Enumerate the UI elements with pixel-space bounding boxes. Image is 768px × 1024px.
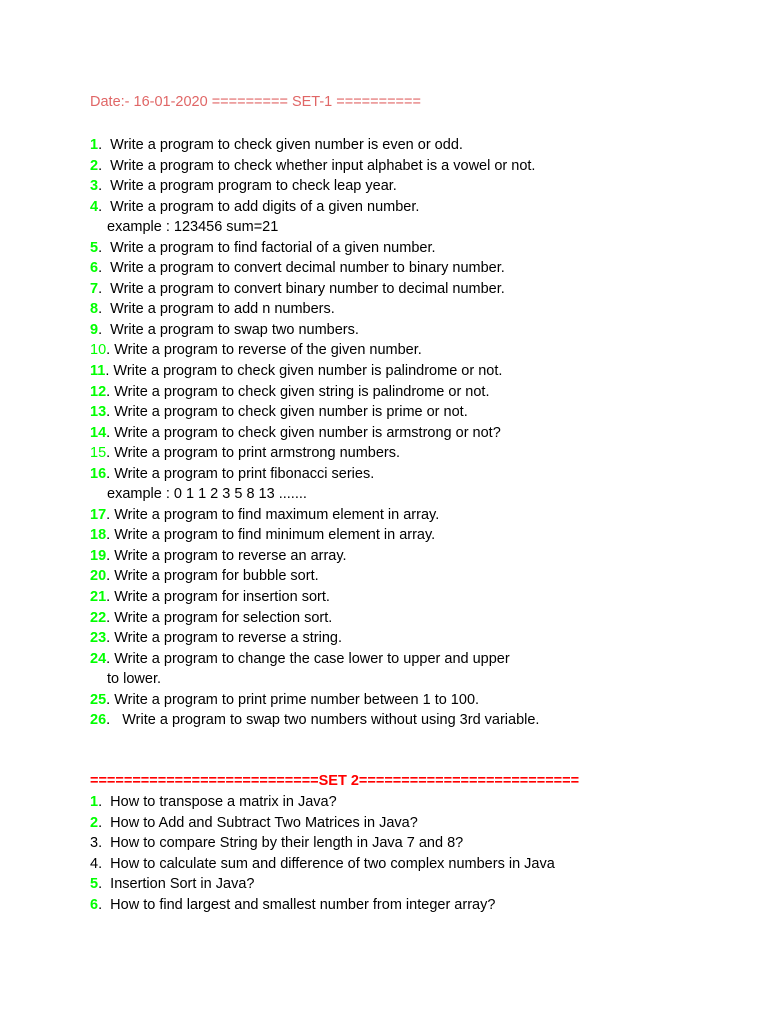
- item-text: Write a program to print armstrong numbers.: [114, 445, 401, 462]
- date-heading: Date:- 16-01-2020 ========= SET-1 ==========: [90, 94, 421, 110]
- list-item: [90, 361, 730, 382]
- item-number: 25: [90, 691, 107, 708]
- list-item: [90, 813, 730, 834]
- item-separator: .: [106, 547, 115, 564]
- item-number: 15: [90, 445, 107, 462]
- item-separator: .: [106, 609, 115, 626]
- list-item: [90, 525, 730, 546]
- item-separator: .: [98, 137, 111, 153]
- item-separator: .: [106, 404, 115, 421]
- item-number: 23: [90, 630, 107, 647]
- item-text: Write a program to add digits of a given number.: [110, 198, 420, 215]
- list-item: [90, 464, 730, 485]
- continuation-text: example : 123456 sum=21: [107, 219, 279, 236]
- item-text: Write a program to swap two numbers.: [110, 321, 359, 338]
- list-item-continuation: [90, 217, 730, 238]
- item-number: 9: [90, 321, 99, 338]
- item-separator: .: [106, 691, 115, 708]
- list-item: [90, 710, 730, 731]
- item-number: 10: [90, 342, 107, 359]
- item-text: Write a program to check whether input alphabet is a vowel or not.: [110, 157, 536, 174]
- item-text: Write a program to reverse a string.: [114, 630, 342, 647]
- item-text: Write a program to change the case lower to upper and upper: [114, 650, 510, 667]
- item-text: Write a program for selection sort.: [114, 609, 333, 626]
- list-item: [90, 197, 730, 218]
- item-number: 8: [90, 301, 99, 318]
- item-text: Write a program to find minimum element in array.: [114, 527, 436, 544]
- list-item: [90, 258, 730, 279]
- item-number: 14: [90, 424, 107, 441]
- item-number: 16: [90, 465, 107, 482]
- item-separator: .: [106, 650, 115, 667]
- item-text: Write a program for insertion sort.: [114, 589, 330, 606]
- list-item: [90, 505, 730, 526]
- item-number: 3: [90, 178, 99, 195]
- item-separator: .: [106, 589, 115, 606]
- item-separator: .: [106, 527, 115, 544]
- item-text: Write a program to find maximum element in array.: [114, 506, 440, 523]
- list-item: [90, 156, 730, 177]
- item-number: 12: [90, 383, 107, 400]
- list-item: [90, 833, 730, 854]
- item-number: 4: [90, 198, 99, 215]
- item-text: Write a program to print prime number between 1 to 100.: [114, 691, 480, 708]
- list-item: [90, 402, 730, 423]
- list-item: [90, 279, 730, 300]
- item-text: Write a program to check given number is prime or not.: [114, 404, 468, 421]
- item-number: 19: [90, 547, 107, 564]
- item-number: 6: [90, 896, 99, 913]
- list-item: [90, 690, 730, 711]
- item-separator: .: [98, 280, 111, 297]
- list-item-continuation: [90, 669, 730, 690]
- item-separator: .: [98, 157, 111, 174]
- list-item: [90, 423, 730, 444]
- continuation-text: to lower.: [107, 671, 161, 688]
- item-separator: .: [98, 260, 111, 277]
- item-text: Write a program to check given string is palindrome or not.: [114, 383, 490, 400]
- item-number: 7: [90, 280, 99, 297]
- item-number: 2: [90, 814, 99, 831]
- list-item: [90, 238, 730, 259]
- item-text: Write a program to reverse of the given number.: [114, 342, 422, 359]
- item-text: Write a program program to check leap year.: [110, 178, 397, 195]
- item-number: 4: [90, 855, 99, 872]
- list-item: [90, 854, 730, 875]
- item-text: Write a program to check given number is even or odd.: [110, 137, 463, 153]
- item-separator: .: [98, 814, 111, 831]
- list-item: [90, 608, 730, 629]
- item-separator: .: [98, 855, 111, 872]
- item-number: 13: [90, 404, 107, 421]
- list-item: [90, 874, 730, 895]
- list-item: [90, 299, 730, 320]
- list-item: [90, 320, 730, 341]
- item-number: 17: [90, 506, 107, 523]
- item-separator: .: [98, 239, 111, 256]
- item-text: How to Add and Subtract Two Matrices in Java?: [110, 814, 418, 831]
- item-number: 26: [90, 712, 107, 729]
- item-number: 2: [90, 157, 99, 174]
- list-item: [90, 566, 730, 587]
- item-number: 5: [90, 876, 99, 893]
- item-separator: .: [98, 835, 111, 852]
- item-separator: .: [98, 896, 111, 913]
- item-separator: .: [106, 424, 115, 441]
- item-text: How to compare String by their length in Java 7 and 8?: [110, 835, 464, 852]
- item-number: 11: [90, 363, 106, 380]
- item-text: How to calculate sum and difference of two complex numbers in Java: [110, 855, 555, 872]
- item-number: 18: [90, 527, 107, 544]
- item-number: 1: [90, 794, 99, 810]
- item-separator: .: [98, 178, 111, 195]
- item-separator: .: [106, 465, 115, 482]
- list-item: [90, 895, 730, 916]
- list-item: [90, 443, 730, 464]
- set1-question-list: [90, 135, 730, 731]
- item-separator: .: [98, 301, 111, 318]
- item-separator: .: [106, 712, 119, 729]
- item-number: 20: [90, 568, 107, 585]
- item-separator: .: [98, 321, 111, 338]
- item-number: 5: [90, 239, 99, 256]
- item-separator: .: [106, 506, 115, 523]
- item-number: 1: [90, 137, 99, 153]
- item-text: Write a program to reverse an array.: [114, 547, 347, 564]
- item-text: Write a program to find factorial of a given number.: [110, 239, 436, 256]
- list-item: [90, 587, 730, 608]
- set2-question-list: [90, 792, 730, 915]
- item-text: Write a program to check given number is palindrome or not.: [113, 363, 503, 380]
- item-text: Write a program to swap two numbers without using 3rd variable.: [118, 712, 540, 729]
- item-separator: .: [98, 794, 111, 810]
- list-item: [90, 546, 730, 567]
- item-text: How to transpose a matrix in Java?: [110, 794, 337, 810]
- item-separator: .: [106, 445, 115, 462]
- list-item: [90, 340, 730, 361]
- item-separator: .: [105, 363, 114, 380]
- item-text: Write a program to convert binary number to decimal number.: [110, 280, 505, 297]
- item-number: 3: [90, 835, 99, 852]
- item-separator: .: [98, 198, 111, 215]
- item-text: Insertion Sort in Java?: [110, 876, 255, 893]
- item-separator: .: [106, 630, 115, 647]
- set2-heading: ===========================SET 2==========================: [90, 773, 580, 789]
- continuation-text: example : 0 1 1 2 3 5 8 13 .......: [107, 486, 307, 503]
- list-item: [90, 792, 730, 813]
- item-number: 6: [90, 260, 99, 277]
- item-text: Write a program to print fibonacci series.: [114, 465, 375, 482]
- list-item: [90, 135, 730, 156]
- item-text: How to find largest and smallest number from integer array?: [110, 896, 496, 913]
- item-separator: .: [106, 342, 115, 359]
- list-item: [90, 628, 730, 649]
- item-separator: .: [106, 568, 115, 585]
- list-item-continuation: [90, 484, 730, 505]
- list-item: [90, 382, 730, 403]
- item-text: Write a program to add n numbers.: [110, 301, 335, 318]
- item-separator: .: [98, 876, 111, 893]
- item-number: 21: [90, 589, 107, 606]
- item-text: Write a program for bubble sort.: [114, 568, 319, 585]
- item-number: 22: [90, 609, 107, 626]
- item-separator: .: [106, 383, 115, 400]
- list-item: [90, 176, 730, 197]
- list-item: [90, 649, 730, 670]
- item-text: Write a program to convert decimal number to binary number.: [110, 260, 505, 277]
- item-text: Write a program to check given number is armstrong or not?: [114, 424, 501, 441]
- item-number: 24: [90, 650, 107, 667]
